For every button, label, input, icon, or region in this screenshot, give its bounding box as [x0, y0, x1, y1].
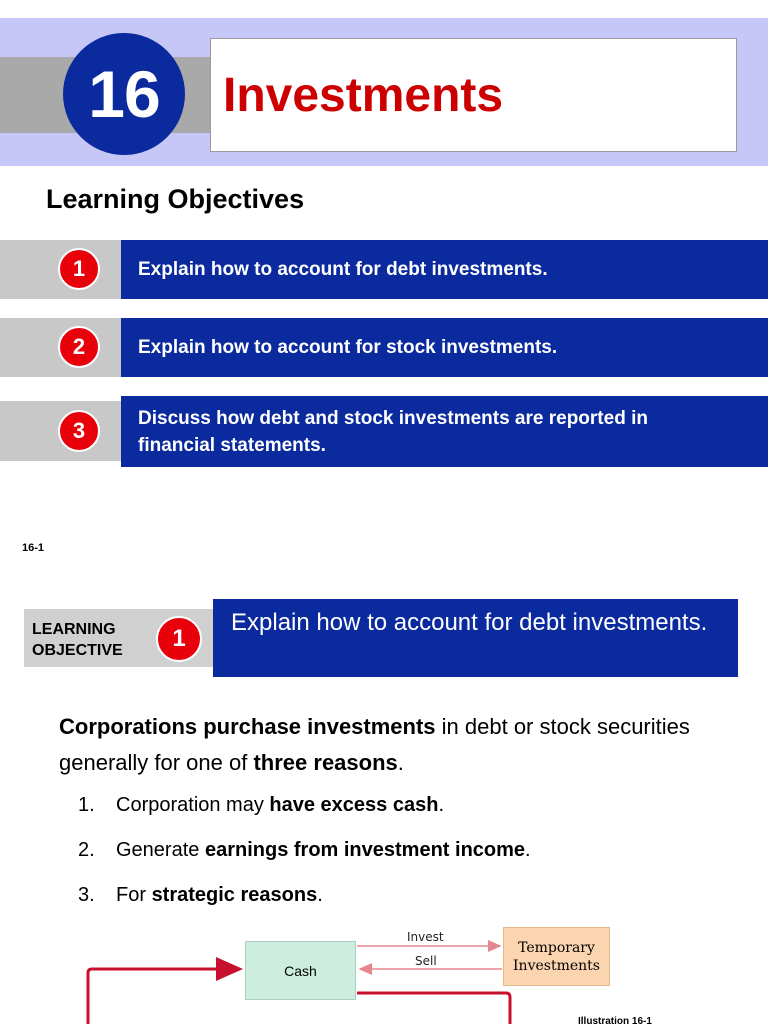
objective-text-3: Discuss how debt and stock investments are reported in financial statements.: [121, 396, 768, 467]
objective-row-3: [0, 396, 768, 467]
objective-text-2: Explain how to account for stock investments.: [121, 318, 768, 377]
list-bold: strategic reasons: [151, 884, 318, 906]
list-item: [78, 794, 531, 839]
temp-line: Investments: [513, 957, 600, 974]
lo-label-line: LEARNING: [32, 621, 116, 638]
reasons-list: [78, 794, 531, 929]
list-text: Generate: [116, 839, 205, 861]
learning-objective-text: Explain how to account for debt investments.: [213, 599, 738, 677]
chapter-title: Investments: [223, 68, 504, 122]
objective-text-1: Explain how to account for debt investments.: [121, 240, 768, 299]
objective-row-1: [0, 240, 768, 299]
list-text: .: [438, 794, 444, 816]
intro-bold-1: Corporations purchase investments: [59, 714, 436, 739]
learning-objective-number: 1: [156, 616, 202, 662]
objective-number-2: 2: [58, 326, 100, 368]
lo-label-line: OBJECTIVE: [32, 642, 123, 659]
list-number: 2.: [78, 839, 95, 861]
investment-flow-diagram: [0, 920, 768, 1024]
objective-number-3: 3: [58, 410, 100, 452]
learning-objectives-heading: Learning Objectives: [46, 184, 305, 214]
objective-row-2: [0, 318, 768, 377]
return-loop-arrow: [88, 969, 240, 1024]
intro-bold-2: three reasons: [253, 750, 398, 775]
list-text: For: [116, 884, 152, 906]
sell-label: Sell: [415, 954, 437, 968]
list-item: [78, 839, 531, 884]
cash-box: Cash: [245, 941, 356, 1000]
intro-text-1: in debt or stock securities generally for one of: [59, 714, 690, 775]
intro-paragraph: [59, 709, 699, 781]
list-text: Corporation may: [116, 794, 270, 816]
invest-label: Invest: [407, 930, 444, 944]
chapter-title-box: [210, 38, 737, 152]
list-text: .: [317, 884, 323, 906]
learning-objective-label: [32, 619, 123, 661]
chapter-number-badge: 16: [63, 33, 185, 155]
temporary-investments-box: [503, 927, 610, 986]
outflow-line: [357, 993, 510, 1024]
page-number: 16-1: [22, 542, 45, 554]
objective-number-1: 1: [58, 248, 100, 290]
illustration-caption: Illustration 16-1: [578, 1016, 652, 1024]
intro-text-2: .: [397, 750, 404, 775]
list-number: 1.: [78, 794, 95, 816]
list-bold: have excess cash: [269, 794, 439, 816]
list-text: .: [525, 839, 531, 861]
temp-line: Temporary: [518, 939, 595, 956]
list-number: 3.: [78, 884, 95, 906]
list-bold: earnings from investment income: [204, 839, 526, 861]
